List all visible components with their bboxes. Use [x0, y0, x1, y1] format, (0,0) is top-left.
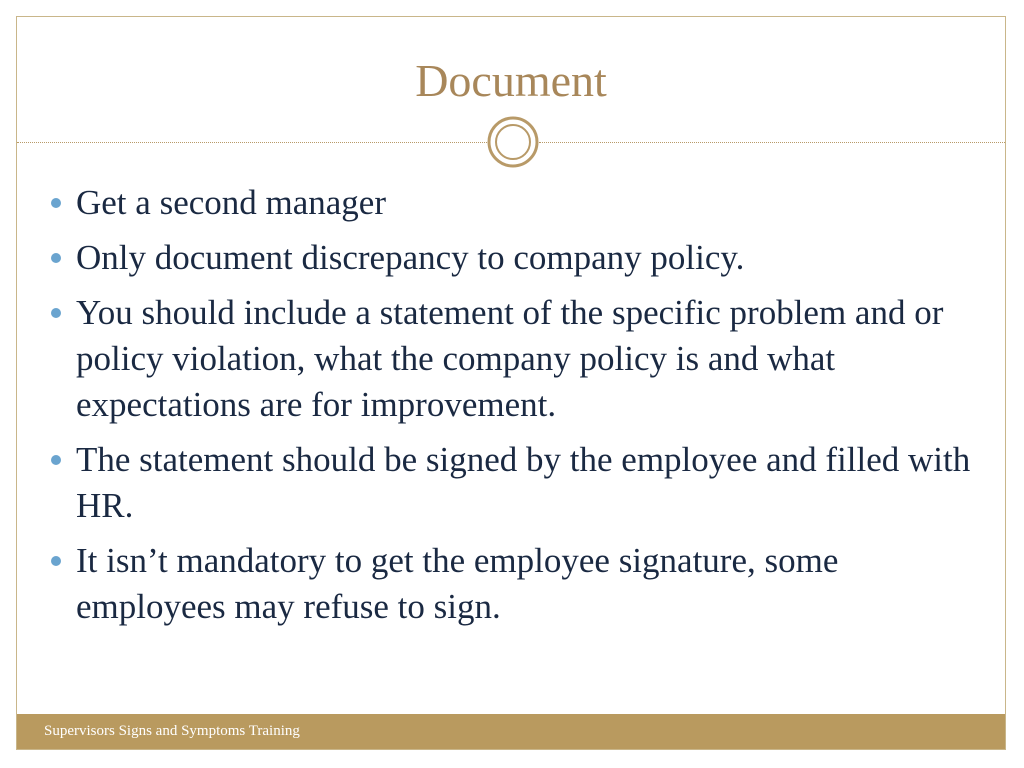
footer-text: Supervisors Signs and Symptoms Training: [44, 723, 300, 739]
title-divider-left: [17, 142, 487, 143]
bullet-item: [49, 290, 989, 428]
slide-title: Document: [415, 55, 607, 106]
bullet-text: Get a second manager: [76, 183, 386, 222]
bullet-item: [49, 180, 989, 226]
bullet-icon: [51, 198, 61, 208]
bullet-text: You should include a statement of the specific problem and or policy violation, what the company policy is and what expectations are for improvement.: [76, 293, 944, 424]
bullet-list: [49, 180, 989, 639]
footer-bar: [17, 714, 1005, 749]
bullet-icon: [51, 253, 61, 263]
double-ring-icon: [487, 116, 539, 168]
bullet-item: [49, 437, 989, 529]
bullet-text: The statement should be signed by the employee and filled with HR.: [76, 440, 971, 525]
bullet-item: [49, 235, 989, 281]
bullet-text: Only document discrepancy to company policy.: [76, 238, 745, 277]
bullet-icon: [51, 455, 61, 465]
bullet-text: It isn’t mandatory to get the employee signature, some employees may refuse to sign.: [76, 541, 839, 626]
bullet-icon: [51, 556, 61, 566]
bullet-item: [49, 538, 989, 630]
slide: [16, 16, 1006, 750]
title-divider-right: [539, 142, 1006, 143]
bullet-icon: [51, 308, 61, 318]
